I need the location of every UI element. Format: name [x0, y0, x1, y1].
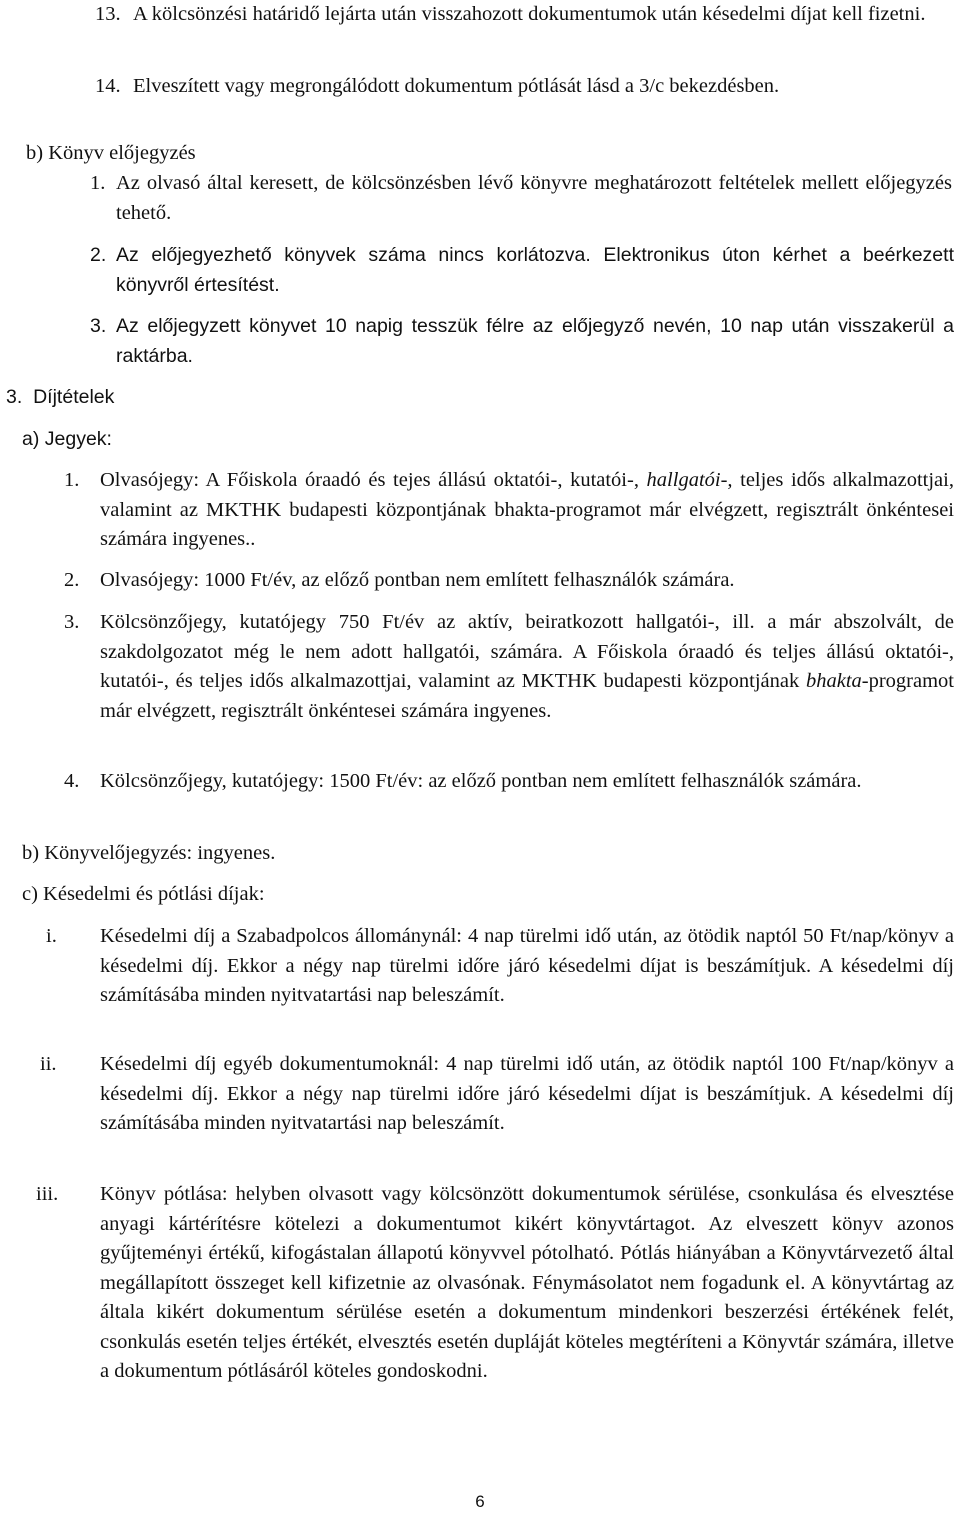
item-text: Olvasójegy: 1000 Ft/év, az előző pontban nem említett felhasználók számára. — [100, 569, 735, 591]
subheading-jegyek: a) Jegyek: — [22, 428, 112, 450]
item-text: Az előjegyezhető könyvek száma nincs korlátozva. Elektronikus úton kérhet a beérkezett könyvről értesítést. — [116, 244, 954, 296]
item-number: ii. — [40, 1053, 57, 1075]
item-number: 3. — [64, 611, 80, 633]
item-text: Késedelmi díj egyéb dokumentumoknál: 4 nap türelmi idő után, az ötödik naptól 100 Ft/nap/könyv a késedelmi díj. Ekkor a négy nap türelmi időre járó késedelmi díjat is beszámítjuk. A késedelmi díj számításába minden nyitvatartási nap beleszámít. — [100, 1053, 954, 1134]
item-text: Az olvasó által keresett, de kölcsönzésben lévő könyvre meghatározott feltételek mellett előjegyzés tehető. — [116, 172, 952, 224]
item-number: 14. — [95, 75, 121, 97]
item-number: 3. — [90, 315, 107, 337]
item-text: Könyv pótlása: helyben olvasott vagy kölcsönzött dokumentumok sérülése, csonkulása és elvesztése anyagi kártérítésre kötelezi a dokumentumot kikért könyvtártagot. Az elveszett könyv azonos gyűjteményi értékű, kifogástalan állapotú könyvvel pótolható. Pótlás hiányában a Könyvtárvezető által megállapított összeget kell kifizetnie az olvasónak. Fénymásolatot nem fogadunk el. A könyvtártag az általa kikért dokumentum sérülése esetén a dokumentum mindenkori beszerzési értékének felét, csonkulás esetén teljes értékét, elvesztés esetén dupláját köteles megtéríteni a Könyvtár számára, illetve a dokumentum pótlásáról köteles gondoskodni. — [100, 1183, 954, 1382]
section-heading-konyv-elojegyzes: b) Könyv előjegyzés — [26, 142, 196, 164]
item-text: Olvasójegy: A Főiskola óraadó és tejes állású oktatói-, kutatói-, hallgatói-, teljes idős alkalmazottjai, valamint az MKTHK budapesti központjának bhakta-programot már elvégzett, regisztrált önkéntesei számára ingyenes.. — [100, 469, 954, 550]
item-number: i. — [46, 925, 57, 947]
item-number: 13. — [95, 3, 121, 25]
item-number: 2. — [64, 569, 80, 591]
subheading-kesedelmi: c) Késedelmi és pótlási díjak: — [22, 883, 265, 905]
subheading-konyvelojegyzes: b) Könyvelőjegyzés: ingyenes. — [22, 842, 276, 864]
item-number: iii. — [36, 1183, 59, 1205]
section-heading-dijtetelek: 3. Díjtételek — [6, 386, 115, 408]
item-number: 2. — [90, 244, 107, 266]
item-text: Az előjegyzett könyvet 10 napig tesszük félre az előjegyző nevén, 10 nap után visszakerül a raktárba. — [116, 315, 954, 367]
item-number: 1. — [90, 172, 106, 194]
item-text: Kölcsönzőjegy, kutatójegy 750 Ft/év az aktív, beiratkozott hallgatói-, ill. a már abszolvált, de szakdolgozatot még le nem adott hallgatói, számára. A Főiskola óraadó és teljes állású oktatói-, kutatói-, és teljes idős alkalmazottjai, valamint az MKTHK budapesti központjának bhakta-programot már elvégzett, regisztrált önkéntesei számára ingyenes. — [100, 611, 954, 722]
item-text: Késedelmi díj a Szabadpolcos állománynál: 4 nap türelmi idő után, az ötödik naptól 50 Ft/nap/könyv a késedelmi díj. Ekkor a négy nap türelmi időre járó késedelmi díjat is beszámítjuk. A késedelmi díj számításába minden nyitvatartási nap beleszámít. — [100, 925, 954, 1006]
page-number: 6 — [475, 1492, 485, 1511]
item-text: A kölcsönzési határidő lejárta után visszahozott dokumentumok után késedelmi díjat kell fizetni. — [133, 3, 926, 25]
item-number: 4. — [64, 770, 80, 792]
item-text: Kölcsönzőjegy, kutatójegy: 1500 Ft/év: az előző pontban nem említett felhasználók számára. — [100, 770, 862, 792]
item-number: 1. — [64, 469, 80, 491]
item-text: Elveszített vagy megrongálódott dokumentum pótlását lásd a 3/c bekezdésben. — [133, 75, 780, 97]
